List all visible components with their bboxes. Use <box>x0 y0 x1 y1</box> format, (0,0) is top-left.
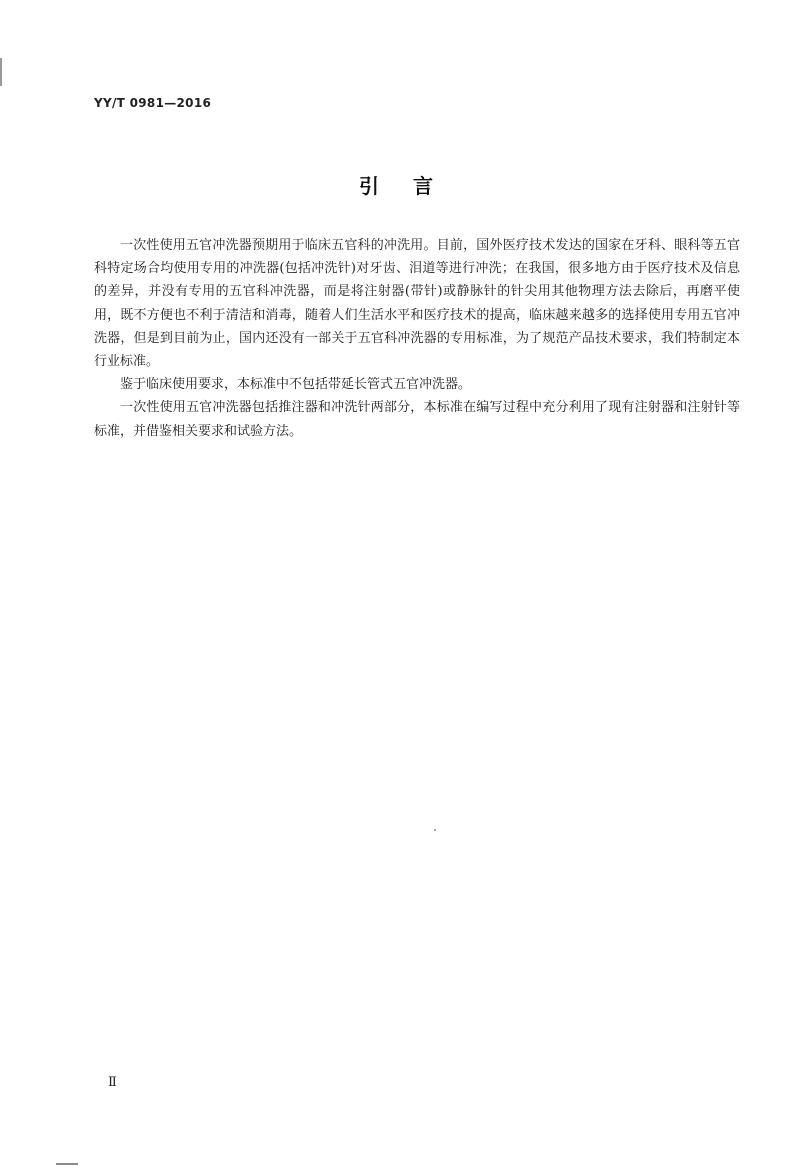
standard-code: YY/T 0981—2016 <box>94 96 212 110</box>
paragraph-scope-exclusion: 鉴于临床使用要求，本标准中不包括带延长管式五官冲洗器。 <box>120 377 472 393</box>
scan-bottom-mark <box>56 1163 78 1165</box>
paragraph-composition: 一次性使用五官冲洗器包括推注器和冲洗针两部分，本标准在编写过程中充分利用了现有注射器和注射针等标准，并借鉴相关要求和试验方法。 <box>94 400 740 439</box>
paragraph-purpose: 一次性使用五官冲洗器预期用于临床五官科的冲洗用。目前，国外医疗技术发达的国家在牙科、眼科等五官科特定场合均使用专用的冲洗器(包括冲洗针)对牙齿、泪道等进行冲洗；在我国，很多地方由于医疗技术及信息的差异，并没有专用的五官科冲洗器，而是将注射器(带针)或静脉针的针尖用其他物理方法去除后，再磨平使用，既不方便也不利于清洁和消毒，随着人们生活水平和医疗技术的提高，临床越来越多的选择使用专用五官冲洗器，但是到目前为止，国内还没有一部关于五官科冲洗器的专用标准，为了规范产品技术要求，我们特制定本行业标准。 <box>94 238 740 370</box>
page-number: Ⅱ <box>108 1075 117 1090</box>
introduction-body <box>94 234 740 443</box>
page-title: 引言 <box>359 174 467 198</box>
scan-edge-mark <box>0 58 2 86</box>
scan-speck <box>434 829 436 831</box>
